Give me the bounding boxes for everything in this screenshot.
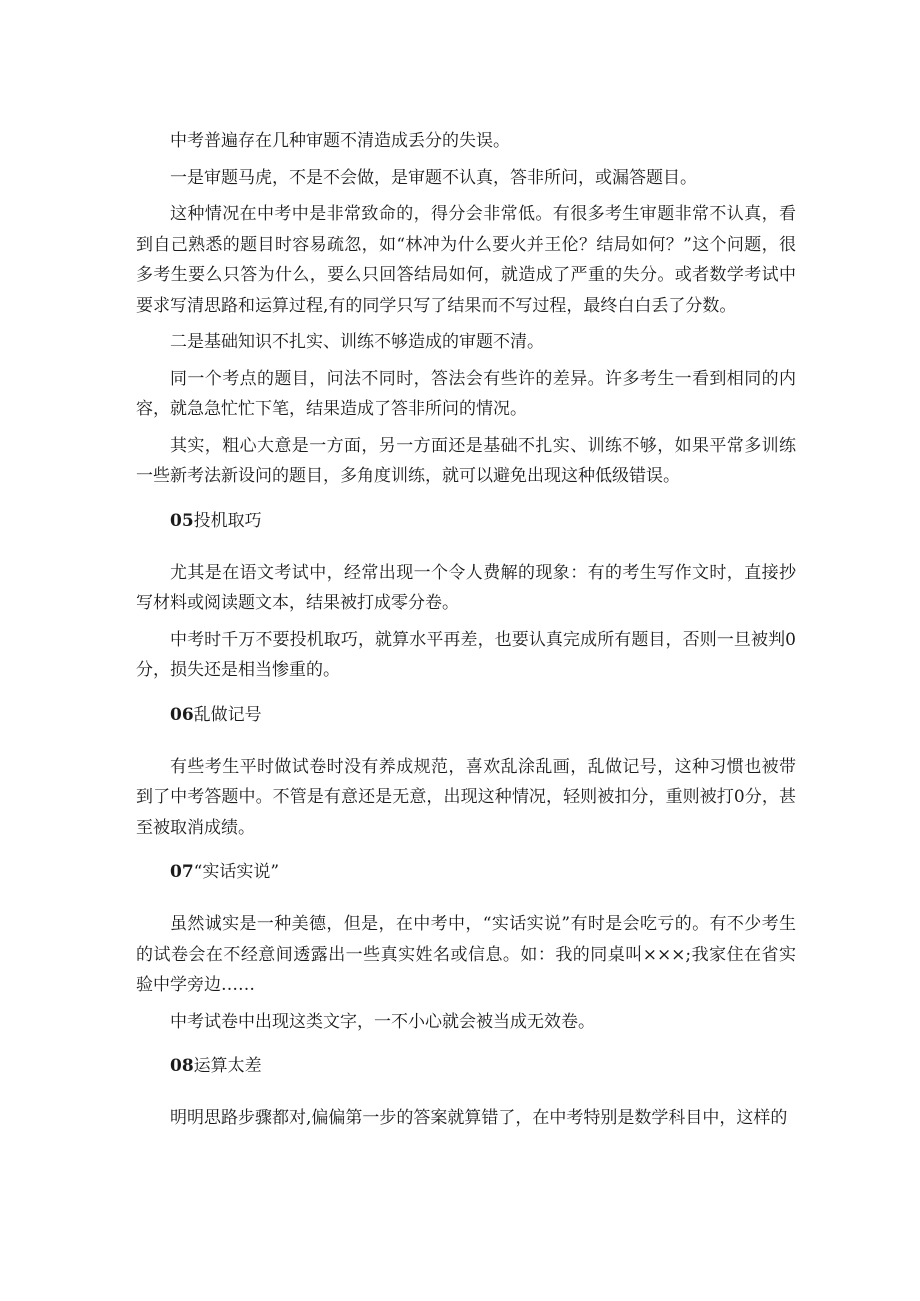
section-title: 投机取巧 xyxy=(193,510,262,531)
paragraph: 这种情况在中考中是非常致命的，得分会非常低。有很多考生审题非常不认真，看到自己熟悉的题目时容易疏忽，如“林冲为什么要火并王伦？结局如何？”这个问题，很多考生要么只答为什么，要么只回答结局如何，就造成了严重的失分。或者数学考试中要求写清思路和运算过程,有的同学只写了结果而不写过程，最终白白丢了分数。 xyxy=(136,204,796,316)
section-number: 08 xyxy=(170,1056,194,1076)
section-heading xyxy=(136,1051,796,1081)
section-title: “实话实说” xyxy=(193,862,280,882)
paragraph: 同一个考点的题目，问法不同时，答法会有些许的差异。许多考生一看到相同的内容，就急急忙忙下笔，结果造成了答非所问的情况。 xyxy=(136,368,796,419)
section-heading xyxy=(136,506,796,536)
paragraph: 二是基础知识不扎实、训练不够造成的审题不清。 xyxy=(170,332,544,352)
paragraph: 明明思路步骤都对,偏偏第一步的答案就算错了，在中考特别是数学科目中，这样的 xyxy=(170,1108,788,1128)
section-title: 乱做记号 xyxy=(193,704,262,725)
paragraph: 其实，粗心大意是一方面，另一方面还是基础不扎实、训练不够，如果平常多训练一些新考法新设问的题目，多角度训练，就可以避免出现这种低级错误。 xyxy=(136,435,796,486)
section-heading xyxy=(136,700,796,730)
paragraph: 虽然诚实是一种美德，但是，在中考中，“实话实说”有时是会吃亏的。有不少考生的试卷会在不经意间透露出一些真实姓名或信息。如：我的同桌叫×××;我家住在省实验中学旁边…… xyxy=(136,914,796,995)
paragraph: 一是审题马虎，不是不会做，是审题不认真，答非所问，或漏答题目。 xyxy=(170,167,697,188)
paragraph: 中考时千万不要投机取巧，就算水平再差，也要认真完成所有题目，否则一旦被判0分，损失还是相当惨重的。 xyxy=(136,629,796,680)
paragraph: 中考普遍存在几种审题不清造成丢分的失误。 xyxy=(170,131,510,151)
paragraph: 尤其是在语文考试中，经常出现一个令人费解的现象：有的考生写作文时，直接抄写材料或阅读题文本，结果被打成零分卷。 xyxy=(136,562,796,613)
section-number: 07 xyxy=(170,862,194,882)
paragraph: 中考试卷中出现这类文字，一不小心就会被当成无效卷。 xyxy=(170,1011,595,1032)
paragraph: 有些考生平时做试卷时没有养成规范，喜欢乱涂乱画，乱做记号，这种习惯也被带到了中考答题中。不管是有意还是无意，出现这种情况，轻则被扣分，重则被打0分，甚至被取消成绩。 xyxy=(136,756,796,838)
section-title: 运算太差 xyxy=(193,1056,262,1076)
section-number: 05 xyxy=(170,510,194,531)
document-body xyxy=(136,126,796,1134)
section-heading xyxy=(136,857,796,887)
section-number: 06 xyxy=(170,704,194,725)
